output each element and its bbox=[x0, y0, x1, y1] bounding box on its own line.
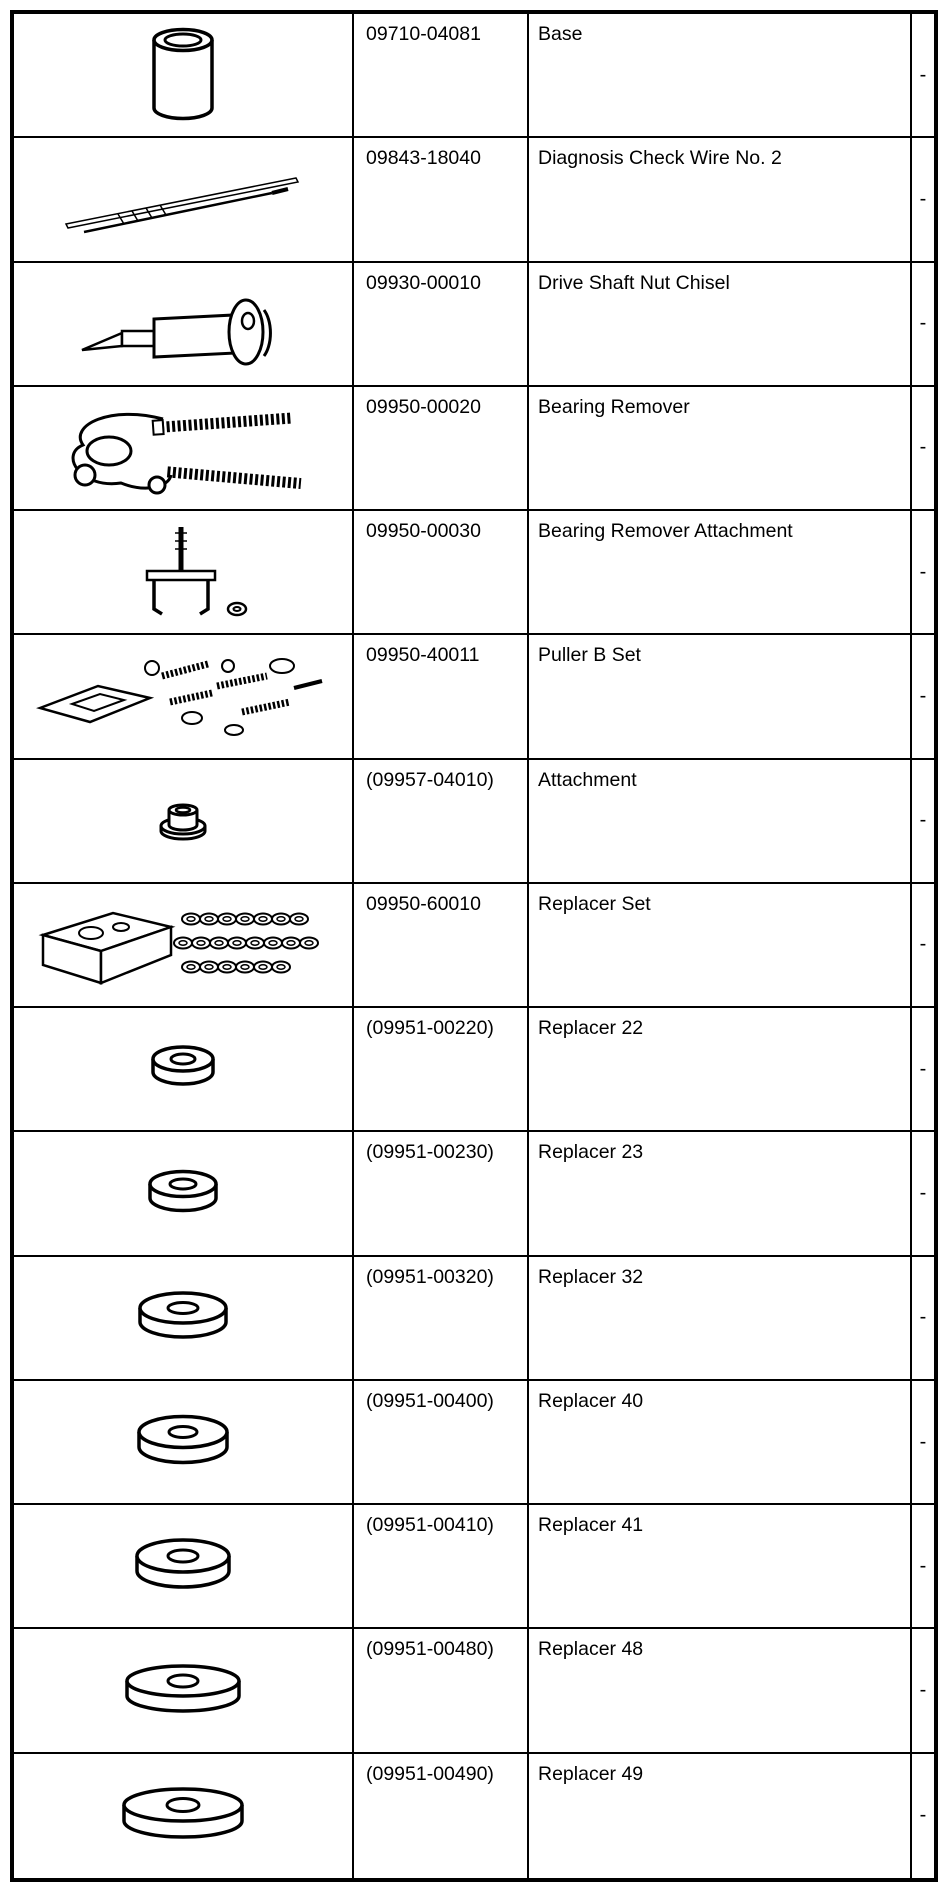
tool-illustration-cell bbox=[14, 1629, 354, 1751]
note-dash: - bbox=[919, 684, 927, 707]
table-row bbox=[14, 1381, 934, 1505]
tool-illustration-cell bbox=[14, 1257, 354, 1379]
part-number: 09930-00010 bbox=[354, 263, 529, 385]
tool-illustration-cell bbox=[14, 138, 354, 260]
part-number: 09950-00020 bbox=[354, 387, 529, 509]
part-number: (09951-00400) bbox=[354, 1381, 529, 1503]
tool-illustration-cell bbox=[14, 1008, 354, 1130]
note-dash: - bbox=[919, 1057, 927, 1080]
table-row bbox=[14, 1008, 934, 1132]
table-row bbox=[14, 511, 934, 635]
part-number: (09951-00220) bbox=[354, 1008, 529, 1130]
replacer-ring-icon bbox=[134, 1412, 232, 1472]
note-dash: - bbox=[919, 1182, 927, 1205]
tool-illustration-cell bbox=[14, 760, 354, 882]
part-number: 09950-40011 bbox=[354, 635, 529, 757]
puller-b-set-icon bbox=[32, 646, 334, 746]
part-number: 09843-18040 bbox=[354, 138, 529, 260]
replacer-ring-icon bbox=[122, 1662, 244, 1720]
tool-name: Replacer 48 bbox=[529, 1629, 912, 1751]
table-row bbox=[14, 1505, 934, 1629]
table-row bbox=[14, 1754, 934, 1878]
part-number: (09951-00490) bbox=[354, 1754, 529, 1878]
note-dash: - bbox=[919, 1679, 927, 1702]
tool-illustration-cell bbox=[14, 635, 354, 757]
replacer-ring-icon bbox=[135, 1289, 231, 1347]
tool-illustration-cell bbox=[14, 511, 354, 633]
note-dash: - bbox=[919, 809, 927, 832]
table-row bbox=[14, 884, 934, 1008]
part-number: (09951-00320) bbox=[354, 1257, 529, 1379]
tool-name: Replacer Set bbox=[529, 884, 912, 1006]
table-row bbox=[14, 760, 934, 884]
tool-name: Replacer 49 bbox=[529, 1754, 912, 1878]
tool-illustration-cell bbox=[14, 263, 354, 385]
part-number: (09951-00230) bbox=[354, 1132, 529, 1254]
note-dash: - bbox=[919, 312, 927, 335]
tool-name: Replacer 23 bbox=[529, 1132, 912, 1254]
tool-illustration-cell bbox=[14, 884, 354, 1006]
tool-name: Replacer 41 bbox=[529, 1505, 912, 1627]
note-dash: - bbox=[919, 436, 927, 459]
tool-name: Replacer 40 bbox=[529, 1381, 912, 1503]
part-number: 09710-04081 bbox=[354, 14, 529, 136]
note-dash: - bbox=[919, 63, 927, 86]
part-number: (09951-00410) bbox=[354, 1505, 529, 1627]
sst-tools-table bbox=[10, 10, 938, 1882]
replacer-ring-icon bbox=[119, 1785, 247, 1847]
small-attachment-icon bbox=[156, 798, 210, 844]
replacer-ring-icon bbox=[132, 1535, 234, 1597]
replacer-set-icon bbox=[33, 895, 333, 995]
part-number: 09950-60010 bbox=[354, 884, 529, 1006]
tool-illustration-cell bbox=[14, 1132, 354, 1254]
base-cylinder-icon bbox=[149, 25, 217, 125]
replacer-ring-icon bbox=[148, 1043, 218, 1095]
tool-name: Drive Shaft Nut Chisel bbox=[529, 263, 912, 385]
tool-name: Base bbox=[529, 14, 912, 136]
tool-name: Bearing Remover Attachment bbox=[529, 511, 912, 633]
part-number: 09950-00030 bbox=[354, 511, 529, 633]
note-dash: - bbox=[919, 933, 927, 956]
tool-name: Attachment bbox=[529, 760, 912, 882]
tool-illustration-cell bbox=[14, 1754, 354, 1878]
tool-name: Bearing Remover bbox=[529, 387, 912, 509]
tool-name: Replacer 22 bbox=[529, 1008, 912, 1130]
note-dash: - bbox=[919, 1306, 927, 1329]
tool-illustration-cell bbox=[14, 1381, 354, 1503]
puller-attachment-icon bbox=[103, 521, 263, 623]
tool-name: Replacer 32 bbox=[529, 1257, 912, 1379]
check-wire-icon bbox=[58, 162, 308, 237]
bearing-remover-icon bbox=[51, 397, 316, 499]
table-row bbox=[14, 14, 934, 138]
table-row bbox=[14, 387, 934, 511]
table-row bbox=[14, 635, 934, 759]
table-row bbox=[14, 1629, 934, 1753]
tool-illustration-cell bbox=[14, 1505, 354, 1627]
replacer-ring-icon bbox=[145, 1167, 221, 1221]
note-dash: - bbox=[919, 560, 927, 583]
table-row bbox=[14, 1257, 934, 1381]
table-row bbox=[14, 263, 934, 387]
chisel-icon bbox=[76, 276, 291, 371]
note-dash: - bbox=[919, 1430, 927, 1453]
tool-name: Puller B Set bbox=[529, 635, 912, 757]
part-number: (09951-00480) bbox=[354, 1629, 529, 1751]
note-dash: - bbox=[919, 1554, 927, 1577]
note-dash: - bbox=[919, 187, 927, 210]
tool-name: Diagnosis Check Wire No. 2 bbox=[529, 138, 912, 260]
table-row bbox=[14, 138, 934, 262]
part-number: (09957-04010) bbox=[354, 760, 529, 882]
tool-illustration-cell bbox=[14, 14, 354, 136]
table-row bbox=[14, 1132, 934, 1256]
tool-illustration-cell bbox=[14, 387, 354, 509]
note-dash: - bbox=[919, 1804, 927, 1827]
